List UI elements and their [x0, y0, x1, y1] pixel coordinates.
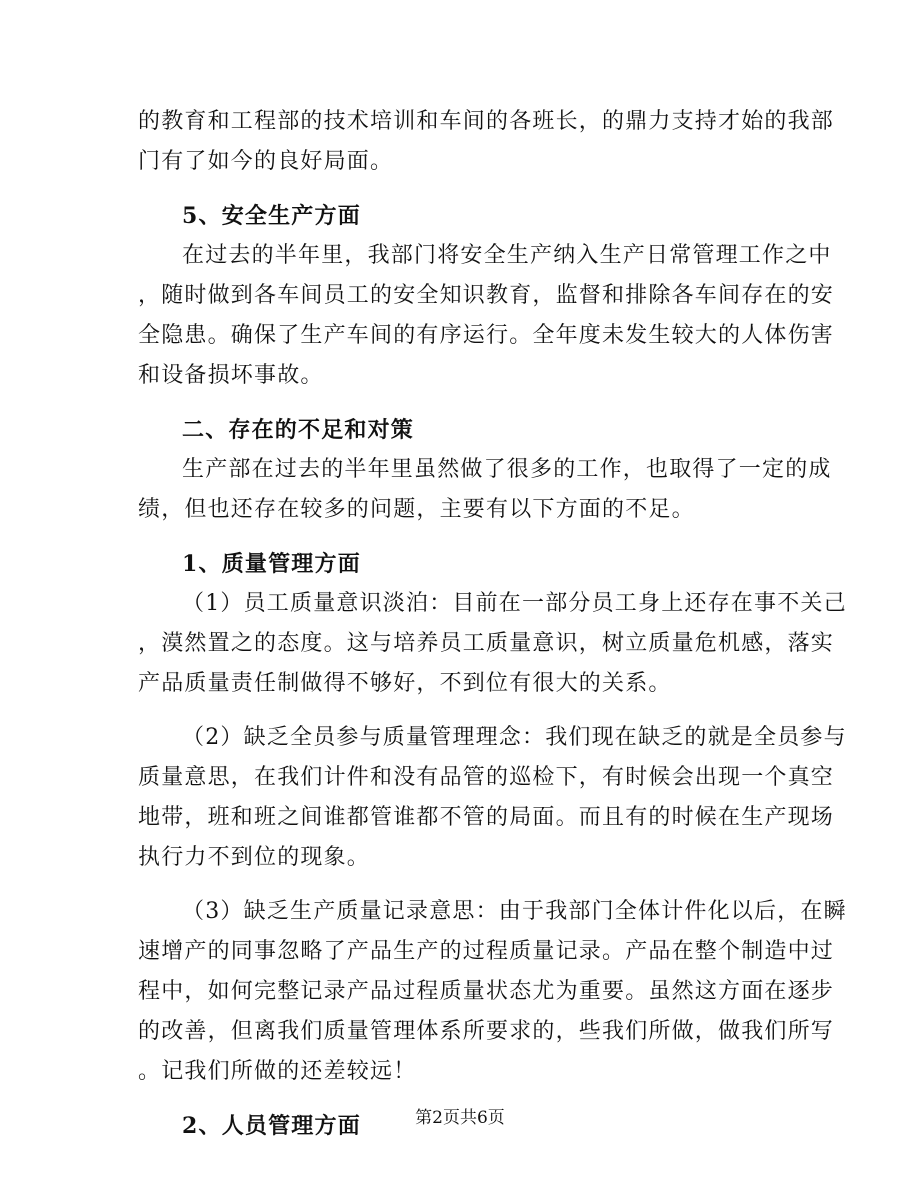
paragraph-line: 地带，班和班之间谁都管谁都不管的局面。而且有的时候在生产现场 [138, 805, 835, 830]
paragraph-line: 全隐患。确保了生产车间的有序运行。全年度未发生较大的人体伤害 [138, 323, 835, 348]
paragraph-line: 和设备损坏事故。 [138, 363, 324, 388]
paragraph-gap [138, 396, 798, 410]
paragraph-gap [138, 1092, 798, 1106]
paragraph-line: 质量意思，在我们计件和没有品管的巡检下，有时候会出现一个真空 [138, 765, 835, 790]
paragraph-gap [138, 704, 798, 718]
paragraph-line: （1）员工质量意识淡泊：目前在一部分员工身上还存在事不关己 [182, 591, 847, 616]
paragraph-line: 绩，但也还存在较多的问题，主要有以下方面的不足。 [138, 497, 695, 522]
section-heading: 二、存在的不足和对策 [182, 417, 415, 443]
page-body [138, 102, 847, 1146]
paragraph-line: ，漠然置之的态度。这与培养员工质量意识，树立质量危机感，落实 [138, 631, 835, 656]
page-footer: 第2页共6页 [415, 1108, 505, 1128]
paragraph-line: 产品质量责任制做得不够好，不到位有很大的关系。 [138, 671, 672, 696]
paragraph-gap [138, 182, 798, 196]
paragraph-line: （3）缺乏生产质量记录意思：由于我部门全体计件化以后，在瞬 [182, 899, 847, 924]
paragraph-line: 的改善，但离我们质量管理体系所要求的，些我们所做，做我们所写 [138, 1019, 835, 1044]
paragraph-line: 。记我们所做的还差较远！ [138, 1059, 417, 1084]
paragraph-line: （2）缺乏全员参与质量管理理念：我们现在缺乏的就是全员参与 [182, 725, 847, 750]
section-heading: 5、安全生产方面 [182, 203, 361, 229]
paragraph-gap [138, 530, 798, 544]
paragraph-line: 门有了如今的良好局面。 [138, 149, 394, 174]
paragraph-line: 速增产的同事忽略了产品生产的过程质量记录。产品在整个制造中过 [138, 939, 835, 964]
paragraph-gap [138, 878, 798, 892]
section-heading: 2、人员管理方面 [182, 1113, 361, 1139]
paragraph-line: 生产部在过去的半年里虽然做了很多的工作，也取得了一定的成 [182, 457, 832, 482]
paragraph-line: 在过去的半年里，我部门将安全生产纳入生产日常管理工作之中 [182, 243, 832, 268]
section-heading: 1、质量管理方面 [182, 551, 361, 577]
paragraph-line: ，随时做到各车间员工的安全知识教育，监督和排除各车间存在的安 [138, 283, 835, 308]
paragraph-line: 的教育和工程部的技术培训和车间的各班长，的鼎力支持才始的我部 [138, 109, 835, 134]
paragraph-line: 执行力不到位的现象。 [138, 845, 371, 870]
paragraph-line: 程中，如何完整记录产品过程质量状态尤为重要。虽然这方面在逐步 [138, 979, 835, 1004]
